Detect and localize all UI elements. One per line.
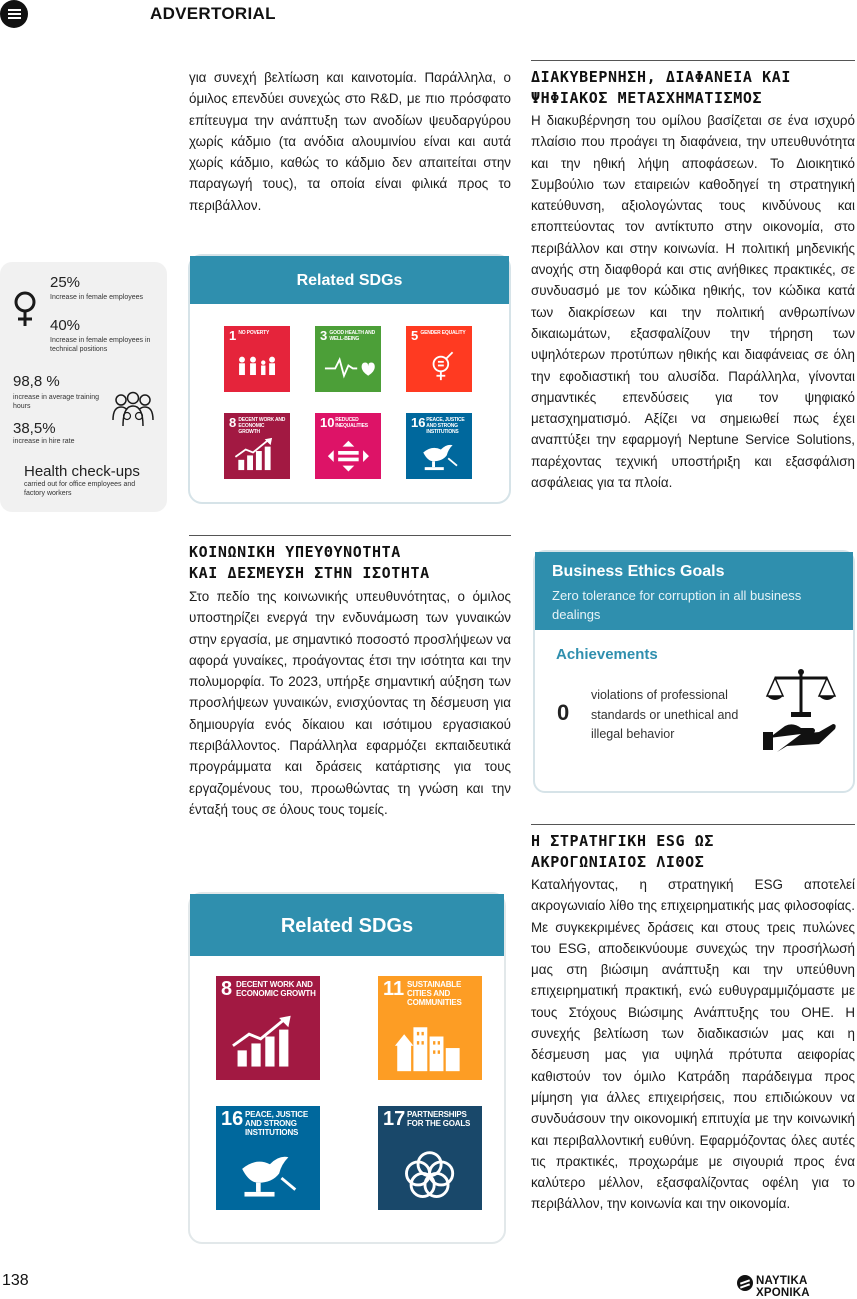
female-symbol-icon: [12, 290, 38, 328]
esg-paragraph: Καταλήγοντας, η στρατηγική ESG αποτελεί ακρογωνιαίο λίθο της επιχειρηματικής μας φιλοσοφίας. Με συγκεκριμένες δράσεις και στους τρεις πυλώνες του ESG, αποδεικνύουμε συνεχώς την προσήλωσή μας στη βιώσιμη ανάπτυξη και την υπεύθυνη επιχειρηματική πρακτική, ενώ ευθυγραμμιζόμαστε με τους Στόχους Βιώσιμης Ανάπτυξης του ΟΗΕ. Η συνεχής βελτίωση των διαδικασιών μας και η δέσμευση μας για υψηλά πρότυπα αειφορίας καθιστούν τον όμιλο Κατράδη παράδειγμα προς μίμηση για άλλες επιχειρήσεις, που επιδιώκουν να συνδυάσουν την οικονομική επιτυχία με την κοινωνική και περιβαλλοντική ευθύνη. Εφαρμόζοντας όλες αυτές τις πρακτικές, προχωράμε με σιγουριά προς ένα καλύτερο μέλλον, εξασφαλίζοντας οφέλη για το περιβάλλον, την κοινωνία και την οικονομία.: [531, 877, 855, 1212]
sdg-label: PARTNERSHIPS FOR THE GOALS: [407, 1110, 471, 1128]
sdg-number: 3: [320, 328, 328, 343]
hire-pct: 38,5%: [13, 420, 56, 437]
training-desc: increase in average training hours: [13, 394, 99, 410]
sdg1-tile-8: [224, 413, 290, 479]
sdg-card-2: [188, 892, 506, 1244]
tech-pct: 40%: [50, 317, 81, 334]
ethics-title: Business Ethics Goals: [552, 563, 725, 580]
hire-desc: increase in hire rate: [13, 438, 75, 445]
health-desc: carried out for office employees and factory workers: [24, 481, 136, 497]
divider: [531, 60, 855, 61]
violations-desc: violations of professional standards or unethical and illegal behavior: [591, 688, 739, 741]
brand-name: ΝΑΥΤΙΚΑ ΧΡΟΝΙΚΑ: [756, 1275, 810, 1299]
intro-paragraph: για συνεχή βελτίωση και καινοτομία. Παράλληλα, ο όμιλος επενδύει συνεχώς στο R&D, με πιο πρόσφατο επίτευγμα την ανάπτυξη των ανοδίων ψευδαργύρου χωρίς κάδμιο (τα ανόδια αλουμινίου είναι και αυτά χωρίς κάδμιο, καθώς το κάδμιο δεν απαιτείται στην παραγωγή τους), τα οποία είναι φιλικά προς το περιβάλλον.: [189, 70, 511, 213]
sdg-card-1: [188, 254, 511, 504]
business-ethics-card: [533, 550, 855, 793]
sdg-number: 5: [411, 328, 419, 343]
sdg-number: 11: [383, 978, 405, 1000]
tech-desc: Increase in female employees in technical positions: [50, 337, 151, 353]
divider: [531, 824, 855, 825]
sdg1-tile-16: [406, 413, 472, 479]
sdg2-tile-16: [216, 1106, 320, 1210]
sdg-card-1-title: Related SDGs: [190, 256, 509, 304]
social-paragraph: Στο πεδίο της κοινωνικής υπευθυνότητας, ο όμιλος υποστηρίζει ενεργά την ενδυνάμωση των γυναικών στην εργασία, με σημαντικό ποσοστό προσλήψεων να αφορά γυναίκες, προάγοντας έτσι την ισότητα και την πολυμορφία. Το 2023, υπήρξε σημαντική αύξηση των προσλήψεων γυναικών, ενισχύοντας τη δέσμευση για δημιουργία ενός δίκαιου και ισότιμου εργασιακού περιβάλλοντος. Παράλληλα εφαρμόζει εκπαιδευτικά προγράμματα και δράσεις κατάρτισης για τους εργαζομένους του, προωθώντας τη γνώση και την ένταξή τους σε όλους τους τομείς.: [189, 589, 511, 817]
sdg-number: 16: [411, 415, 426, 430]
gov-paragraph: Η διακυβέρνηση του ομίλου βασίζεται σε ένα ισχυρό πλαίσιο που προάγει τη διαφάνεια, την υπευθυνότητα και την ηθική λήψη αποφάσεων. Το Διοικητικό Συμβούλιο των εταιρειών καθοδηγεί τη στρατηγική κατεύθυνση, αξιολογώντας τους κινδύνους και εποπτεύοντας τον αντίκτυπο στην οικονομία, στο περιβάλλον και στην κοινωνία. Η πολιτική μηδενικής ανοχής στη διαφθορά και στις ανήθικες πρακτικές, σε συνδυασμό με τον κώδικα ηθικής, τον κώδικα κατά των διακρίσεων και την πολιτική ανθρωπίνων δικαιωμάτων, εξασφαλίζουν την τήρηση των υψηλότερων προτύπων ηθικής και διαφάνειας σε όλη την εφοδιαστική του αλυσίδα. Παράλληλα, γίνονται σημαντικές επενδύσεις για τον ψηφιακό μετασχηματισμό. Αξίζει να σημειωθεί πως έχει αναπτύξει την εφαρμογή Neptune Service Solutions, παρέχοντας τεχνική υποστήριξη και εξασφάλιση ασφάλειας για τα πλοία.: [531, 113, 855, 491]
sdg-label: PEACE, JUSTICE AND STRONG INSTITUTIONS: [426, 417, 465, 435]
sdg-label: SUSTAINABLE CITIES AND COMMUNITIES: [407, 980, 462, 1007]
sdg-label: PEACE, JUSTICE AND STRONG INSTITUTIONS: [245, 1110, 308, 1137]
divider: [189, 535, 511, 536]
ethics-subtitle: Zero tolerance for corruption in all business dealings: [552, 588, 802, 622]
sdg-label: REDUCED INEQUALITIES: [335, 417, 368, 429]
health-title: Health check-ups: [24, 463, 140, 480]
sdg-label: GOOD HEALTH AND WELL-BEING: [329, 330, 375, 342]
training-pct: 98,8 %: [13, 373, 60, 390]
sdg1-tile-10: [315, 413, 381, 479]
sdg-label: GENDER EQUALITY: [420, 330, 466, 336]
brand-logo: [737, 1275, 753, 1291]
sdg-number: 8: [229, 415, 237, 430]
sdg-number: 10: [320, 415, 335, 430]
scales-hand-icon: [763, 666, 839, 752]
sdg1-tile-3: [315, 326, 381, 392]
people-group-icon: [110, 390, 156, 430]
female-pct: 25%: [50, 274, 81, 291]
sdg-label: NO POVERTY: [238, 330, 270, 336]
achievements-title: Achievements: [556, 646, 658, 663]
sdg-number: 16: [221, 1108, 244, 1130]
sdg2-tile-11: [378, 976, 482, 1080]
sdg2-tile-17: [378, 1106, 482, 1210]
page-number: 138: [2, 1272, 29, 1289]
social-heading-line2: ΚΑΙ ΔΕΣΜΕΥΣΗ ΣΤΗΝ ΙΣΟΤΗΤΑ: [189, 564, 430, 582]
sdg-card-2-title: Related SDGs: [190, 894, 504, 956]
sdg-number: 8: [221, 978, 233, 1000]
sdg2-tile-8: [216, 976, 320, 1080]
esg-heading-line1: Η ΣΤΡΑΤΗΓΙΚΗ ESG ΩΣ: [531, 832, 714, 850]
female-desc: Increase in female employees: [50, 294, 143, 301]
gov-heading-line1: ΔΙΑΚΥΒΕΡΝΗΣΗ, ΔΙΑΦΑΝΕΙΑ ΚΑΙ: [531, 68, 792, 86]
gov-heading-line2: ΨΗΦΙΑΚΟΣ ΜΕΤΑΣΧΗΜΑΤΙΣΜΟΣ: [531, 89, 763, 107]
stats-card: [0, 262, 167, 512]
menu-icon[interactable]: [0, 0, 28, 28]
esg-heading-line2: ΑΚΡΟΓΩΝΙΑΙΟΣ ΛΙΘΟΣ: [531, 853, 705, 871]
violations-count: 0: [557, 700, 570, 725]
section-title: ADVERTORIAL: [150, 4, 276, 23]
sdg1-tile-1: [224, 326, 290, 392]
sdg-label: DECENT WORK AND ECONOMIC GROWTH: [238, 417, 286, 435]
sdg-number: 1: [229, 328, 237, 343]
sdg-number: 17: [383, 1108, 406, 1130]
social-heading-line1: ΚΟΙΝΩΝΙΚΗ ΥΠΕΥΘΥΝΟΤΗΤΑ: [189, 543, 401, 561]
sdg-label: DECENT WORK AND ECONOMIC GROWTH: [236, 980, 316, 998]
sdg1-tile-5: [406, 326, 472, 392]
